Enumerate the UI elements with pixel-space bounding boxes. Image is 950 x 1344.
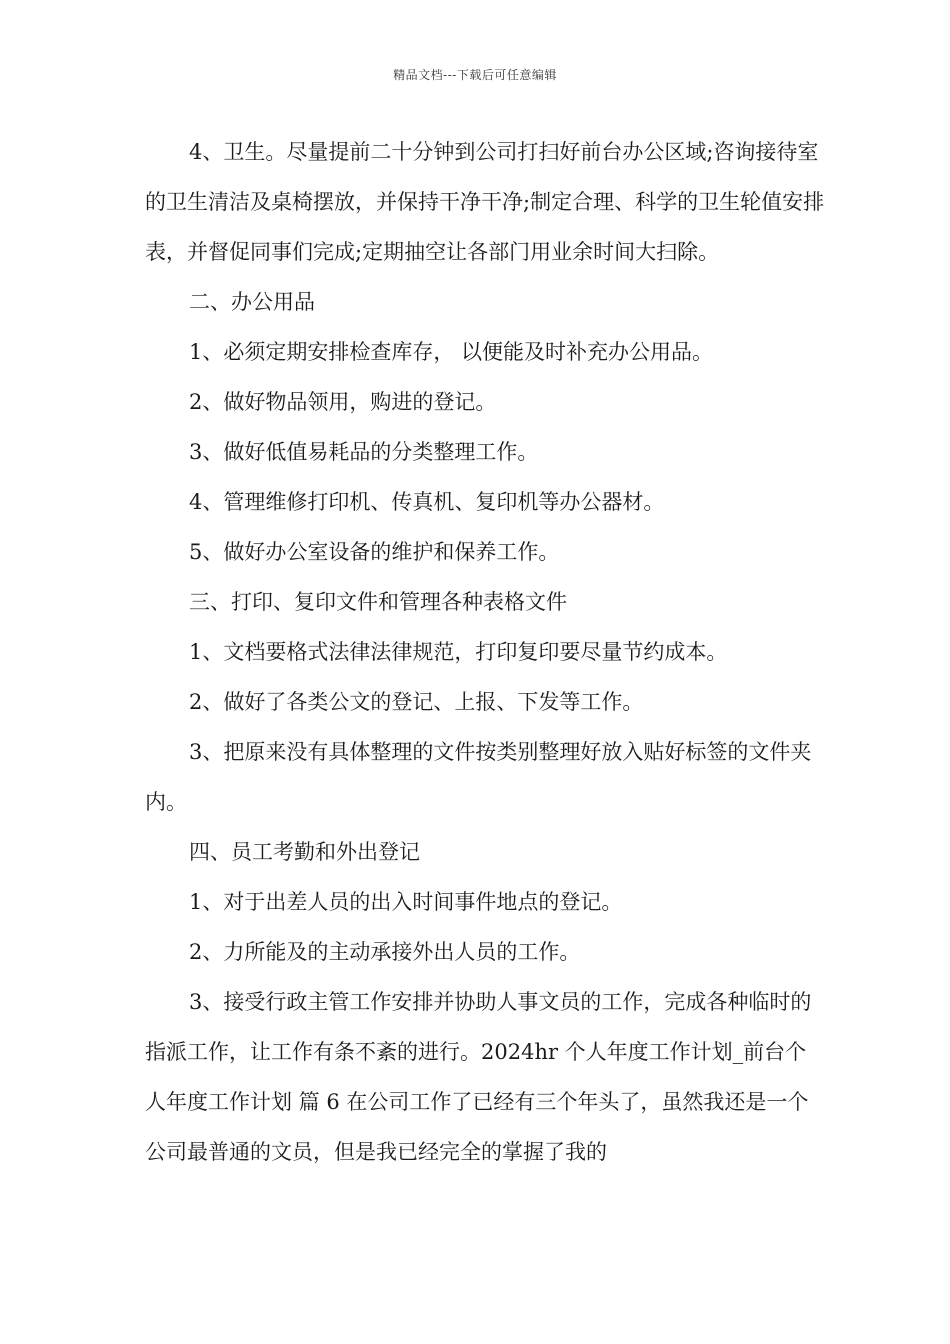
paragraph: 1、必须定期安排检查库存， 以便能及时补充办公用品。: [189, 340, 714, 364]
paragraph: 4、卫生。尽量提前二十分钟到公司打扫好前台办公区域;咨询接待室的卫生清洁及桌椅摆放，并保持干净干净;制定合理、科学的卫生轮值安排表，并督促同事们完成;定期抽空让各部门用业余时间大扫除。: [145, 140, 825, 264]
document-body: [145, 127, 825, 1177]
section-heading: 二、办公用品: [189, 290, 315, 314]
page-header: 精品文档---下载后可任意编辑: [393, 68, 557, 82]
section-heading: 四、员工考勤和外出登记: [189, 840, 420, 864]
paragraph: 2、做好了各类公文的登记、上报、下发等工作。: [189, 690, 644, 714]
paragraph: 1、对于出差人员的出入时间事件地点的登记。: [189, 890, 623, 914]
paragraph: 1、文档要格式法律法律规范，打印复印要尽量节约成本。: [189, 640, 728, 664]
paragraph: 4、管理维修打印机、传真机、复印机等办公器材。: [189, 490, 665, 514]
paragraph: 2、力所能及的主动承接外出人员的工作。: [189, 940, 581, 964]
paragraph: 5、做好办公室设备的维护和保养工作。: [189, 540, 560, 564]
section-heading: 三、打印、复印文件和管理各种表格文件: [189, 590, 567, 614]
paragraph: 3、做好低值易耗品的分类整理工作。: [189, 440, 539, 464]
paragraph: 3、把原来没有具体整理的文件按类别整理好放入贴好标签的文件夹内。: [145, 740, 812, 814]
paragraph: 3、接受行政主管工作安排并协助人事文员的工作，完成各种临时的指派工作，让工作有条不紊的进行。2024hr 个人年度工作计划_前台个人年度工作计划 篇 6 在公司工作了已经有三个年头了，虽然我还是一个公司最普通的文员，但是我已经完全的掌握了我的: [145, 990, 812, 1164]
paragraph: 2、做好物品领用，购进的登记。: [189, 390, 497, 414]
